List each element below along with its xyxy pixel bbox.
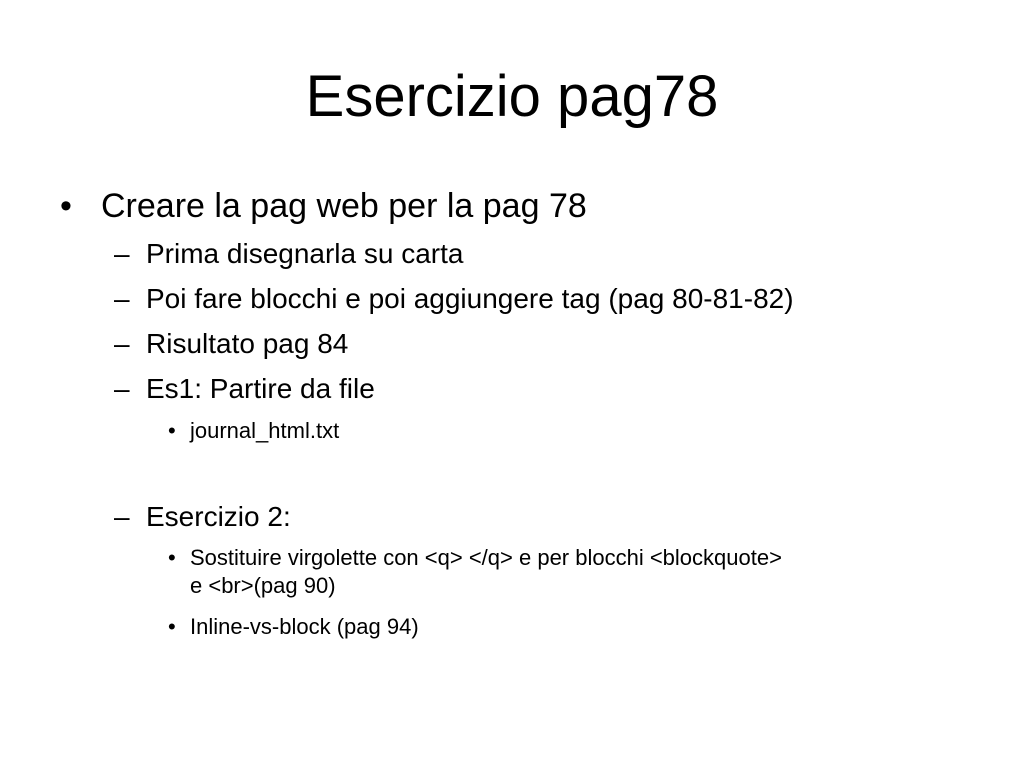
bullet-level3-item <box>0 544 1024 600</box>
dash-marker: – <box>114 373 130 404</box>
bullet-text: Inline-vs-block (pag 94) <box>190 614 419 639</box>
bullet-marker: • <box>168 418 176 443</box>
bullet-marker: • <box>60 187 72 225</box>
bullet-text: Creare la pag web per la pag 78 <box>101 187 587 225</box>
dash-marker: – <box>114 328 130 359</box>
dash-marker: – <box>114 238 130 269</box>
bullet-level2-item <box>0 500 1024 534</box>
bullet-level2-item <box>0 237 1024 271</box>
bullet-level1-item <box>0 186 1024 226</box>
bullet-text-line1: Sostituire virgolette con <q> </q> e per blocchi <blockquote> <box>190 545 782 570</box>
dash-marker: – <box>114 283 130 314</box>
bullet-level2-item <box>0 327 1024 361</box>
bullet-marker: • <box>168 545 176 570</box>
bullet-level3-item <box>0 613 1024 641</box>
bullet-marker: • <box>168 614 176 639</box>
bullet-text: Risultato pag 84 <box>146 328 349 359</box>
dash-marker: – <box>114 501 130 532</box>
bullet-text: journal_html.txt <box>190 418 340 443</box>
bullet-level2-item <box>0 372 1024 406</box>
bullet-text: Poi fare blocchi e poi aggiungere tag (pag 80-81-82) <box>146 283 794 314</box>
bullet-level3-item <box>0 417 1024 445</box>
slide-title: Esercizio pag78 <box>305 64 719 129</box>
bullet-text: Es1: Partire da file <box>146 373 375 404</box>
bullet-text: Prima disegnarla su carta <box>146 238 464 269</box>
bullet-text: Esercizio 2: <box>146 501 291 532</box>
bullet-level2-item <box>0 282 1024 316</box>
bullet-text-line2: e <br>(pag 90) <box>190 573 336 598</box>
